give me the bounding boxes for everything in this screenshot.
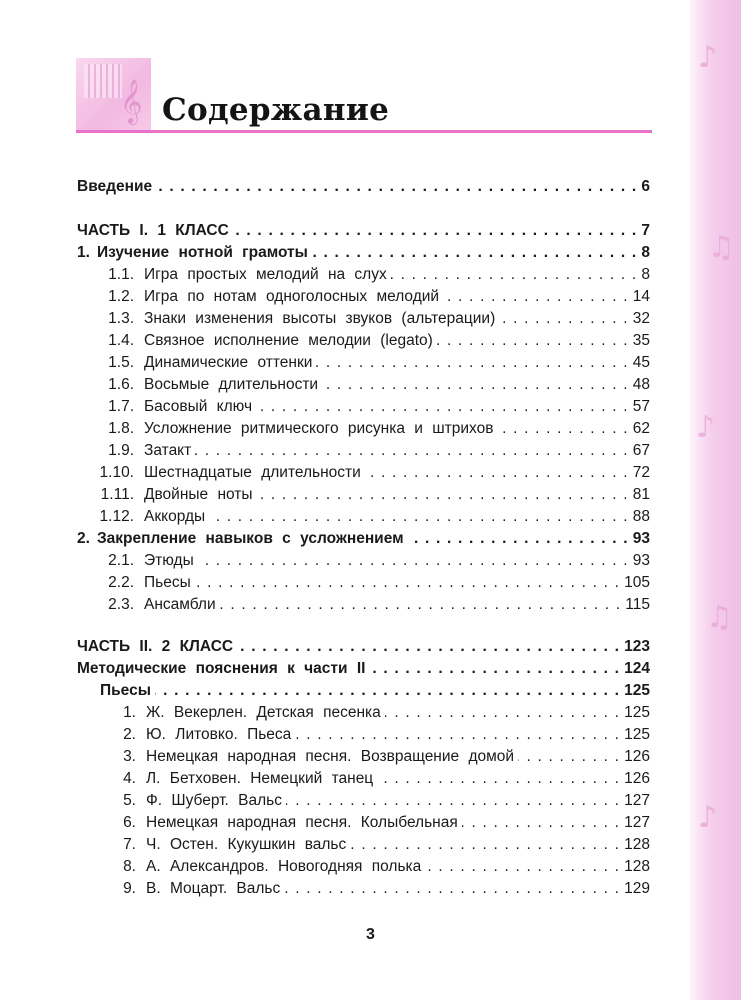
toc-entry-title: Пьесы [100, 682, 151, 699]
toc-dot-leader [233, 220, 638, 242]
toc-entry-number: 2.3. [108, 596, 134, 613]
toc-dot-leader [237, 636, 620, 658]
toc-entry [0, 636, 650, 658]
toc-entry [0, 374, 650, 396]
toc-entry [0, 242, 650, 264]
toc-dot-leader [499, 308, 628, 330]
toc-entry-title: Шестнадцатые длительности [144, 464, 361, 481]
music-note-icon: ♪ [696, 410, 716, 445]
toc-entry-number: 7. [123, 836, 136, 853]
toc-dot-leader [256, 396, 629, 418]
toc-dot-leader [322, 374, 629, 396]
toc-entry-number: 1.7. [108, 398, 134, 415]
toc-dot-leader [195, 440, 629, 462]
toc-entry-page: 125 [624, 704, 650, 721]
toc-entry [0, 418, 650, 440]
toc-dot-leader [312, 242, 638, 264]
toc-entry-number: 1.4. [108, 332, 134, 349]
toc-entry-title: ЧАСТЬ I. 1 КЛАСС [77, 222, 229, 239]
toc-dot-leader [295, 724, 620, 746]
toc-entry-page: 6 [641, 178, 650, 195]
toc-entry [0, 550, 650, 572]
toc-entry [0, 702, 650, 724]
toc-entry-number: 1.3. [108, 310, 134, 327]
page-number: 3 [366, 926, 375, 943]
toc-entry [0, 790, 650, 812]
toc-dot-leader [350, 834, 620, 856]
toc-entry-title: Ч. Остен. Кукушкин вальс [146, 836, 347, 853]
toc-entry-title: Басовый ключ [144, 398, 253, 415]
treble-clef-icon: 𝄞 [120, 79, 143, 123]
toc-entry-title: Немецкая народная песня. Возвращение домой [146, 748, 515, 765]
toc-entry-number: 1.5. [108, 354, 134, 371]
toc-entry-title: Ф. Шуберт. Вальс [146, 792, 282, 809]
toc-entry-number: 1.12. [99, 508, 134, 525]
toc-entry-number: 4. [123, 770, 136, 787]
toc-entry-page: 126 [624, 770, 650, 787]
toc-entry-page: 124 [624, 660, 650, 677]
toc-entry [0, 220, 650, 242]
toc-entry-number: 2. [123, 726, 136, 743]
music-note-icon: ♪ [698, 40, 718, 75]
toc-dot-leader [220, 594, 622, 616]
toc-dot-leader [156, 176, 637, 198]
toc-entry-title: Ю. Литовко. Пьеса [146, 726, 292, 743]
toc-entry-title: Методические пояснения к части II [77, 660, 366, 677]
toc-dot-leader [518, 746, 620, 768]
toc-entry-number: 3. [123, 748, 136, 765]
toc-entry [0, 812, 650, 834]
toc-entry-page: 125 [624, 682, 650, 699]
toc-entry-page: 72 [632, 464, 650, 481]
toc-entry-number: 1.1. [108, 266, 134, 283]
toc-entry [0, 724, 650, 746]
toc-entry-number: 2.1. [108, 552, 134, 569]
toc-entry [0, 658, 650, 680]
toc-entry-title: Введение [77, 178, 153, 195]
toc-entry-page: 128 [624, 836, 650, 853]
toc-entry [0, 594, 650, 616]
toc-entry-page: 128 [624, 858, 650, 875]
music-note-icon: ♫ [706, 600, 733, 635]
toc-entry [0, 330, 650, 352]
toc-entry-title: Динамические оттенки [144, 354, 313, 371]
toc-entry-page: 35 [632, 332, 650, 349]
toc-entry-title: Ансамбли [144, 596, 216, 613]
toc-entry [0, 878, 650, 900]
toc-dot-leader [443, 286, 629, 308]
toc-dot-leader [284, 878, 620, 900]
toc-entry-page: 125 [624, 726, 650, 743]
toc-entry-title: Немецкая народная песня. Колыбельная [146, 814, 458, 831]
toc-entry [0, 462, 650, 484]
toc-entry [0, 506, 650, 528]
toc-entry-page: 88 [632, 508, 650, 525]
toc-entry-title: А. Александров. Новогодняя полька [146, 858, 422, 875]
toc-entry-number: 6. [123, 814, 136, 831]
toc-entry-title: Связное исполнение мелодии (legato) [144, 332, 433, 349]
toc-entry-page: 127 [624, 814, 650, 831]
toc-entry [0, 856, 650, 878]
toc-entry [0, 264, 650, 286]
toc-entry-page: 7 [641, 222, 650, 239]
toc-entry-number: 1. [123, 704, 136, 721]
toc-entry-page: 115 [625, 596, 650, 613]
toc-entry-title: Аккорды [144, 508, 206, 525]
toc-entry-number: 9. [123, 880, 136, 897]
toc-entry-title: Этюды [144, 552, 194, 569]
page-title: Содержание [162, 92, 390, 128]
toc-entry-page: 105 [624, 574, 650, 591]
toc-entry-title: Затакт [144, 442, 192, 459]
toc-entry-title: Л. Бетховен. Немецкий танец [146, 770, 374, 787]
toc-dot-leader [377, 768, 620, 790]
toc-entry-title: Ж. Векерлен. Детская песенка [146, 704, 381, 721]
toc-entry [0, 484, 650, 506]
toc-entry-number: 5. [123, 792, 136, 809]
toc-entry-number: 2. [77, 530, 90, 547]
toc-dot-leader [408, 528, 629, 550]
toc-entry [0, 308, 650, 330]
toc-entry [0, 834, 650, 856]
toc-entry-page: 57 [632, 398, 650, 415]
toc-entry [0, 176, 650, 198]
toc-dot-leader [155, 680, 620, 702]
toc-entry-page: 126 [624, 748, 650, 765]
music-note-icon: ♫ [708, 230, 735, 265]
toc-entry [0, 572, 650, 594]
toc-entry [0, 768, 650, 790]
toc-entry-page: 8 [641, 266, 650, 283]
toc-entry-title: ЧАСТЬ II. 2 КЛАСС [77, 638, 234, 655]
toc-entry-number: 1.8. [108, 420, 134, 437]
toc-entry [0, 746, 650, 768]
toc-entry-page: 93 [632, 552, 650, 569]
toc-dot-leader [365, 462, 629, 484]
toc-entry-page: 67 [632, 442, 650, 459]
toc-dot-leader [462, 812, 620, 834]
toc-dot-leader [497, 418, 628, 440]
toc-entry-number: 1.10. [99, 464, 134, 481]
toc-entry-number: 1.11. [100, 486, 134, 503]
toc-dot-leader [195, 572, 620, 594]
toc-entry [0, 680, 650, 702]
toc-dot-leader [369, 658, 620, 680]
toc-entry-page: 81 [632, 486, 650, 503]
toc-entry-page: 127 [624, 792, 650, 809]
toc-entry [0, 528, 650, 550]
toc-entry-title: Пьесы [144, 574, 191, 591]
toc-entry-page: 45 [632, 354, 650, 371]
toc-entry-title: В. Моцарт. Вальс [146, 880, 281, 897]
toc-entry-page: 14 [632, 288, 650, 305]
toc-entry [0, 352, 650, 374]
toc-entry-number: 1.9. [108, 442, 134, 459]
toc-entry-title: Восьмые длительности [144, 376, 319, 393]
toc-dot-leader [286, 790, 620, 812]
toc-entry-title: Игра по нотам одноголосных мелодий [144, 288, 440, 305]
toc-dot-leader [316, 352, 628, 374]
toc-dot-leader [209, 506, 629, 528]
toc-dot-leader [425, 856, 620, 878]
toc-entry-number: 1. [77, 244, 90, 261]
toc-entry-title: Знаки изменения высоты звуков (альтерации) [144, 310, 496, 327]
toc-entry-number: 1.2. [108, 288, 134, 305]
toc-entry-page: 123 [624, 638, 650, 655]
toc-entry [0, 396, 650, 418]
toc-entry-page: 48 [632, 376, 650, 393]
toc-entry-page: 32 [632, 310, 650, 327]
toc-entry-title: Изучение нотной грамоты [96, 244, 308, 261]
toc-entry [0, 440, 650, 462]
toc-entry-number: 8. [123, 858, 136, 875]
toc-entry-page: 93 [632, 530, 650, 547]
toc-dot-leader [198, 550, 629, 572]
toc-dot-leader [385, 702, 620, 724]
toc-entry-page: 129 [624, 880, 650, 897]
toc-entry-page: 62 [632, 420, 650, 437]
toc-entry-title: Игра простых мелодий на слух [144, 266, 387, 283]
toc-entry [0, 286, 650, 308]
toc-entry-title: Двойные ноты [144, 486, 253, 503]
toc-dot-leader [257, 484, 629, 506]
toc-entry-title: Усложнение ритмического рисунка и штрихов [144, 420, 494, 437]
toc-dot-leader [391, 264, 638, 286]
toc-entry-title: Закрепление навыков с усложнением [96, 530, 404, 547]
toc-entry-number: 1.6. [108, 376, 134, 393]
toc-dot-leader [437, 330, 629, 352]
toc-entry-page: 8 [641, 244, 650, 261]
toc-entry-number: 2.2. [108, 574, 134, 591]
music-note-icon: ♪ [698, 800, 718, 835]
